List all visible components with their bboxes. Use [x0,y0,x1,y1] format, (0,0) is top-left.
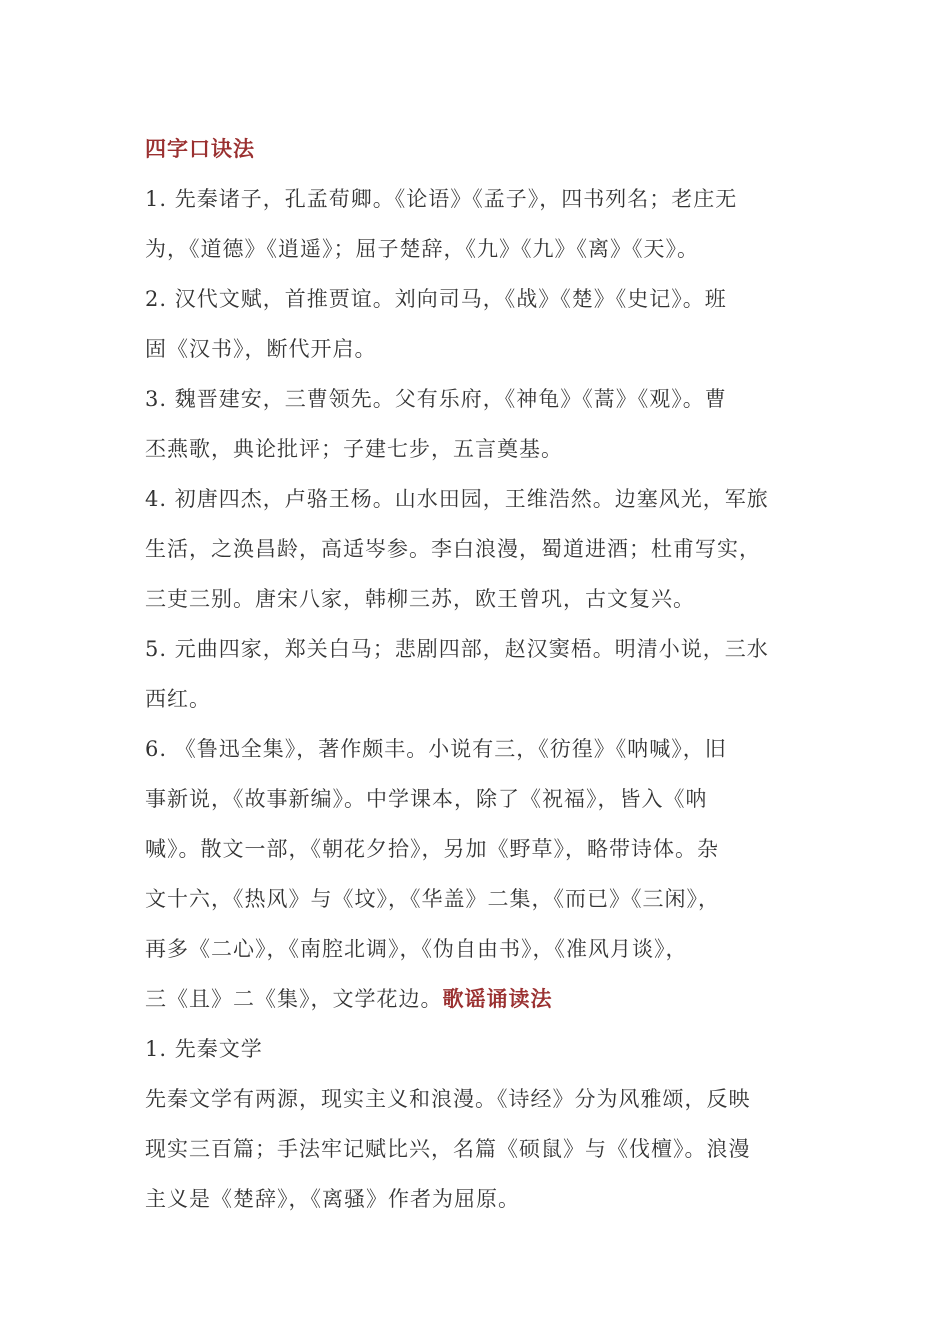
text-line: 丕燕歌，典论批评；子建七步，五言奠基。 [145,437,563,461]
text-line: 2. 汉代文赋，首推贾谊。刘向司马，《战》《楚》《史记》。班 [145,287,727,311]
text-line: 事新说，《故事新编》。中学课本，除了《祝福》，皆入《呐 [145,787,708,811]
text-line: 西红。 [145,687,211,711]
text-line: 现实三百篇；手法牢记赋比兴，名篇《硕鼠》与《伐檀》。浪漫 [145,1137,751,1161]
text-segment: 三《且》二《集》，文学花边。 [145,987,443,1011]
text-line: 为，《道德》《逍遥》；屈子楚辞，《九》《九》《离》《天》。 [145,237,699,261]
mixed-line [145,974,825,1024]
text-line: 生活，之涣昌龄，高适岑参。李白浪漫，蜀道进酒；杜甫写实， [145,537,761,561]
text-line: 固《汉书》，断代开启。 [145,337,377,361]
text-line: 4. 初唐四杰，卢骆王杨。山水田园，王维浩然。边塞风光，军旅 [145,487,769,511]
text-line: 6. 《鲁迅全集》，著作颇丰。小说有三，《彷徨》《呐喊》，旧 [145,737,727,761]
section-heading-four-character-mnemonic: 四字口诀法 [145,136,255,161]
text-line: 喊》。散文一部，《朝花夕拾》，另加《野草》，略带诗体。杂 [145,837,719,861]
text-line: 三吏三别。唐宋八家，韩柳三苏，欧王曾巩，古文复兴。 [145,587,695,611]
text-line: 先秦文学有两源，现实主义和浪漫。《诗经》分为风雅颂，反映 [145,1087,751,1111]
subsection-title: 1. 先秦文学 [145,1037,263,1061]
document-content [145,124,825,1224]
text-line: 5. 元曲四家，郑关白马；悲剧四部，赵汉窦梧。明清小说，三水 [145,637,769,661]
text-line: 再多《二心》，《南腔北调》，《伪自由书》，《准风月谈》， [145,937,688,961]
section-heading-ballad-recitation: 歌谣诵读法 [442,986,553,1011]
text-line: 文十六，《热风》与《坟》，《华盖》二集，《而已》《三闲》， [145,887,720,911]
text-line: 主义是《楚辞》，《离骚》作者为屈原。 [145,1187,520,1211]
text-line: 1. 先秦诸子，孔孟荀卿。《论语》《孟子》，四书列名；老庄无 [145,187,738,211]
text-line: 3. 魏晋建安，三曹领先。父有乐府，《神龟》《蒿》《观》。曹 [145,387,727,411]
